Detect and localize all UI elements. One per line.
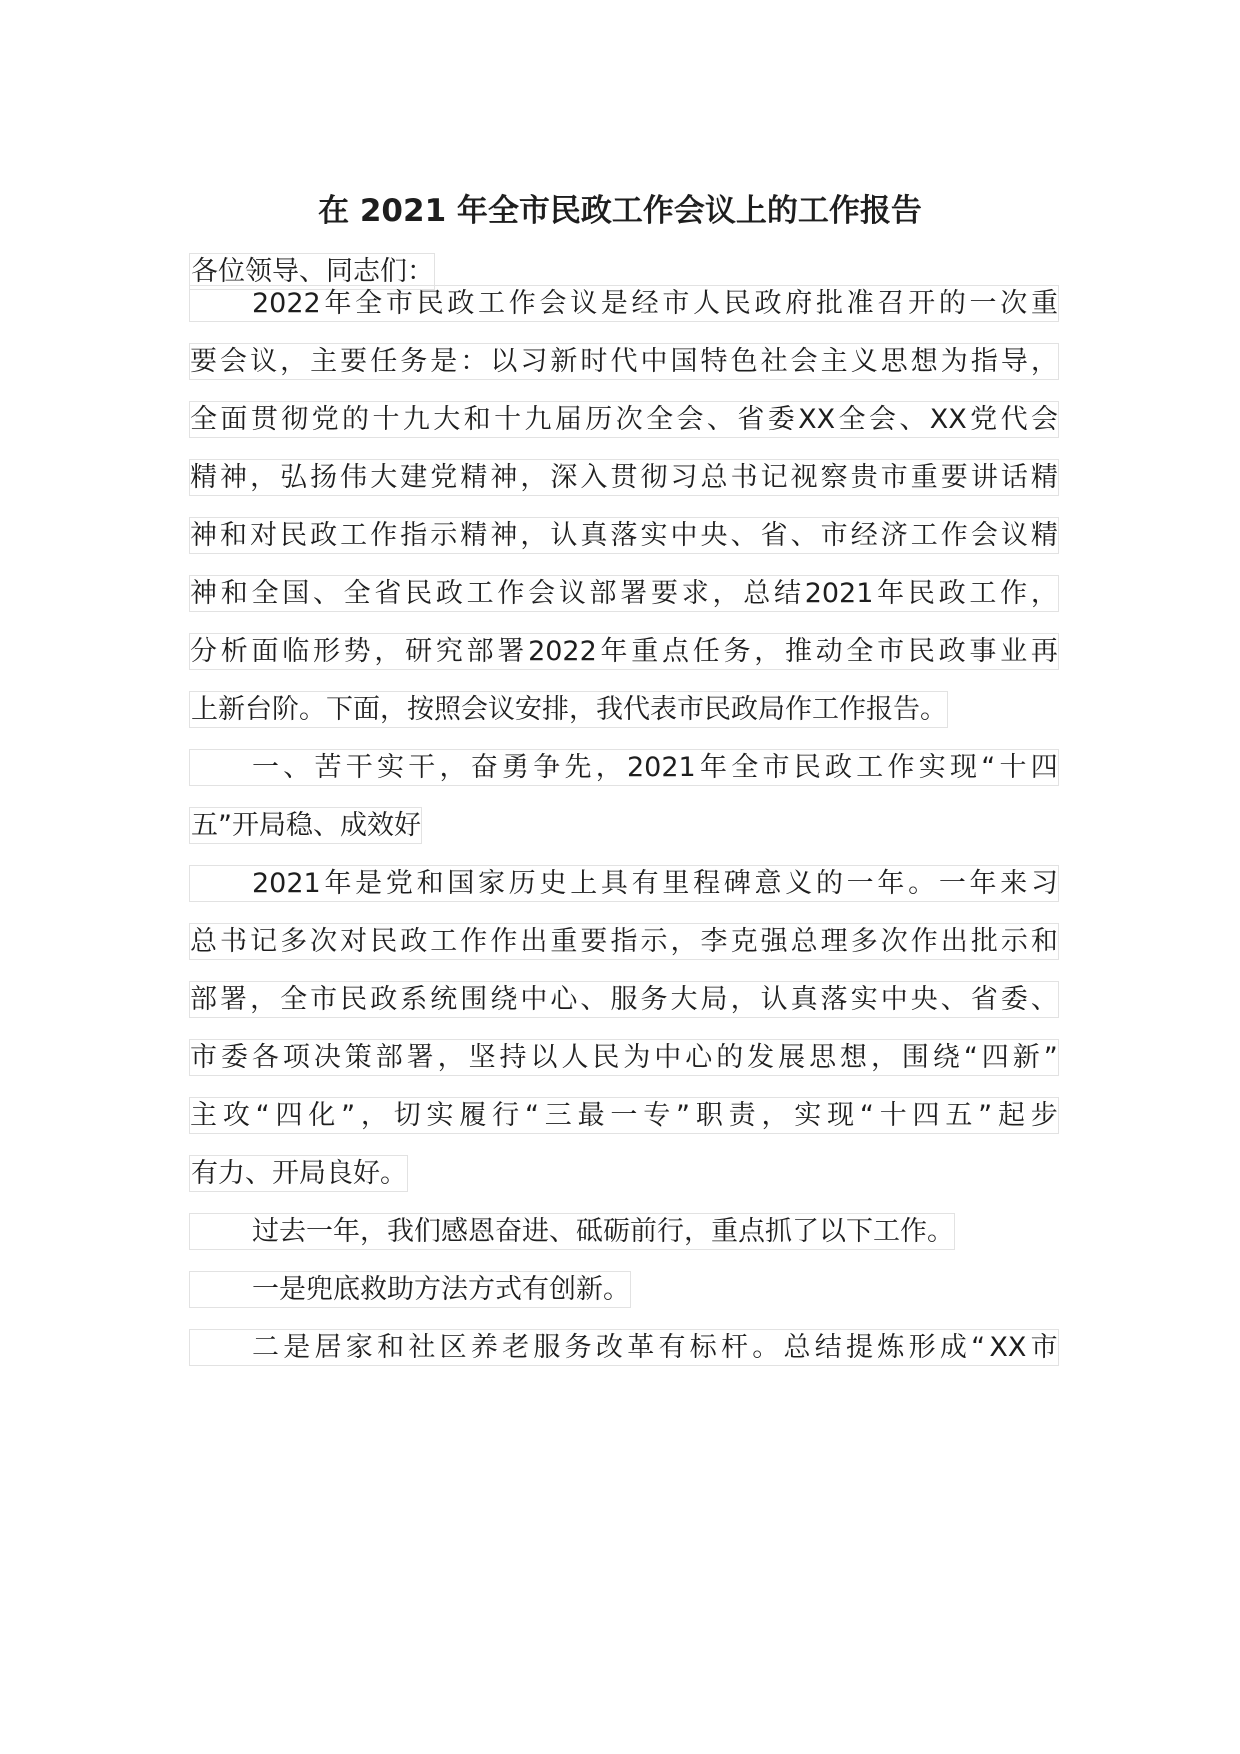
paragraph-line: 主 攻 “ 四 化 ” ， 切 实 履 行 “ 三 最 一 专 ” 职 责 ， 实 现 “ 十 四 五 ” 起 步 xyxy=(189,1097,1059,1134)
paragraph-line: 有力、开局良好。 xyxy=(189,1155,408,1192)
paragraph-line: 全 面 贯 彻 党 的 十 九 大 和 十 九 届 历 次 全 会 、 省 委 XX 全 会 、 XX 党 代 会 xyxy=(189,401,1059,438)
section-heading-line: 一 、 苦 干 实 干 ， 奋 勇 争 先 ， 2021 年 全 市 民 政 工 作 实 现 “ 十 四 xyxy=(189,749,1059,786)
paragraph-line: 上新台阶。下面，按照会议安排，我代表市民政局作工作报告。 xyxy=(189,691,948,728)
paragraph-line: 2022 年 全 市 民 政 工 作 会 议 是 经 市 人 民 政 府 批 准 召 开 的 一 次 重 xyxy=(189,285,1059,322)
paragraph-line: 分 析 面 临 形 势 ， 研 究 部 署 2022 年 重 点 任 务 ， 推 动 全 市 民 政 事 业 再 xyxy=(189,633,1059,670)
paragraph-line: 一是兜底救助方法方式有创新。 xyxy=(189,1271,631,1308)
paragraph-line: 总 书 记 多 次 对 民 政 工 作 作 出 重 要 指 示 ， 李 克 强 总 理 多 次 作 出 批 示 和 xyxy=(189,923,1059,960)
paragraph-line: 2021 年 是 党 和 国 家 历 史 上 具 有 里 程 碑 意 义 的 一 年 。 一 年 来 习 xyxy=(189,865,1059,902)
paragraph-line: 部 署 ， 全 市 民 政 系 统 围 绕 中 心 、 服 务 大 局 ， 认 真 落 实 中 央 、 省 委 、 xyxy=(189,981,1059,1018)
paragraph-line: 神 和 全 国 、 全 省 民 政 工 作 会 议 部 署 要 求 ， 总 结 2021 年 民 政 工 作 ， xyxy=(189,575,1059,612)
section-heading-line: 五”开局稳、成效好 xyxy=(189,807,422,844)
paragraph-line: 神 和 对 民 政 工 作 指 示 精 神 ， 认 真 落 实 中 央 、 省 、 市 经 济 工 作 会 议 精 xyxy=(189,517,1059,554)
paragraph-line: 精 神 ， 弘 扬 伟 大 建 党 精 神 ， 深 入 贯 彻 习 总 书 记 视 察 贵 市 重 要 讲 话 精 xyxy=(189,459,1059,496)
salutation-line: 各位领导、同志们： xyxy=(189,253,435,290)
paragraph-line: 二 是 居 家 和 社 区 养 老 服 务 改 革 有 标 杆 。 总 结 提 炼 形 成 “ XX 市 xyxy=(189,1329,1059,1366)
paragraph-line: 要 会 议 ， 主 要 任 务 是 ： 以 习 新 时 代 中 国 特 色 社 会 主 义 思 想 为 指 导 ， xyxy=(189,343,1059,380)
document-title: 在 2021 年全市民政工作会议上的工作报告 xyxy=(318,193,922,229)
paragraph-line: 市 委 各 项 决 策 部 署 ， 坚 持 以 人 民 为 中 心 的 发 展 思 想 ， 围 绕 “ 四 新 ” xyxy=(189,1039,1059,1076)
paragraph-line: 过去一年，我们感恩奋进、砥砺前行，重点抓了以下工作。 xyxy=(189,1213,955,1250)
